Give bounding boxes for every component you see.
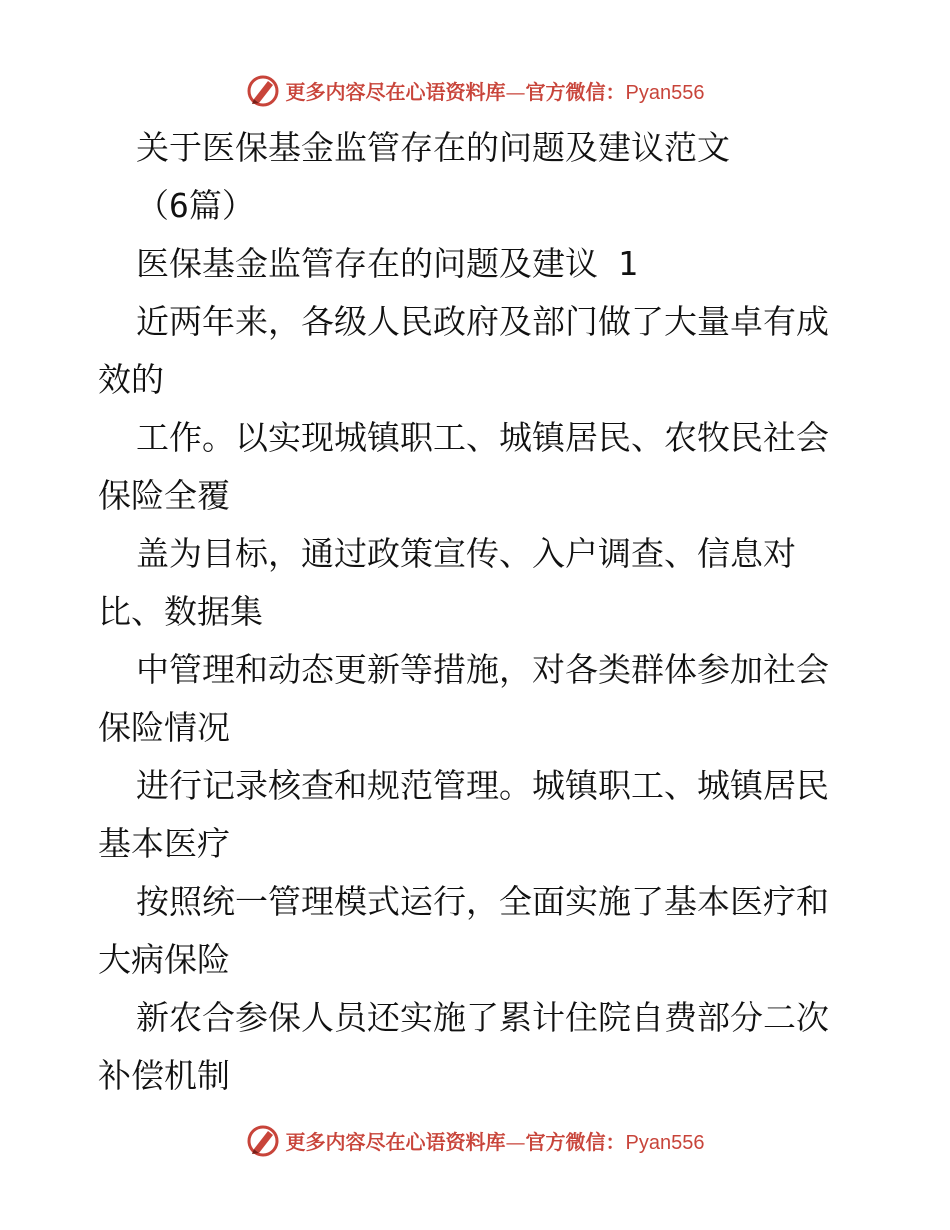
paragraph-line: 效的 <box>98 360 164 399</box>
paragraph-line: 近两年来，各级人民政府及部门做了大量卓有成 <box>136 302 829 341</box>
section-heading: 医保基金监管存在的问题及建议 1 <box>136 244 638 283</box>
paragraph-line: 盖为目标，通过政策宣传、入户调查、信息对 <box>136 534 796 573</box>
watermark-wechat-id: Pyan556 <box>625 81 705 104</box>
pen-circle-logo-icon <box>246 73 280 107</box>
paragraph-line: 按照统一管理模式运行，全面实施了基本医疗和 <box>136 882 829 921</box>
watermark-main-text: 更多内容尽在心语资料库 <box>285 79 506 104</box>
watermark-separator: — <box>505 1129 526 1154</box>
paragraph-line: 中管理和动态更新等措施，对各类群体参加社会 <box>136 650 829 689</box>
document-title-line-2: （6篇） <box>136 186 255 225</box>
paragraph-line: 基本医疗 <box>98 824 230 863</box>
paragraph-line: 新农合参保人员还实施了累计住院自费部分二次 <box>136 998 829 1037</box>
paragraph-line: 工作。以实现城镇职工、城镇居民、农牧民社会 <box>136 418 829 457</box>
header-watermark <box>0 70 950 110</box>
watermark-text <box>286 1126 705 1155</box>
watermark-separator: — <box>505 79 526 104</box>
watermark-official-label: 官方微信： <box>525 1129 626 1154</box>
watermark-text <box>286 76 705 105</box>
paragraph-line: 大病保险 <box>98 940 230 979</box>
watermark-main-text: 更多内容尽在心语资料库 <box>285 1129 506 1154</box>
paragraph-line: 进行记录核查和规范管理。城镇职工、城镇居民 <box>136 766 829 805</box>
paragraph-line: 保险全覆 <box>98 476 230 515</box>
footer-watermark <box>0 1120 950 1160</box>
watermark-wechat-id: Pyan556 <box>625 1131 705 1154</box>
pen-circle-logo-icon <box>246 1123 280 1157</box>
document-title-line-1: 关于医保基金监管存在的问题及建议范文 <box>136 128 730 167</box>
paragraph-line: 比、数据集 <box>98 592 263 631</box>
paragraph-line: 补偿机制 <box>98 1056 230 1095</box>
paragraph-line: 保险情况 <box>98 708 230 747</box>
watermark-official-label: 官方微信： <box>525 79 626 104</box>
